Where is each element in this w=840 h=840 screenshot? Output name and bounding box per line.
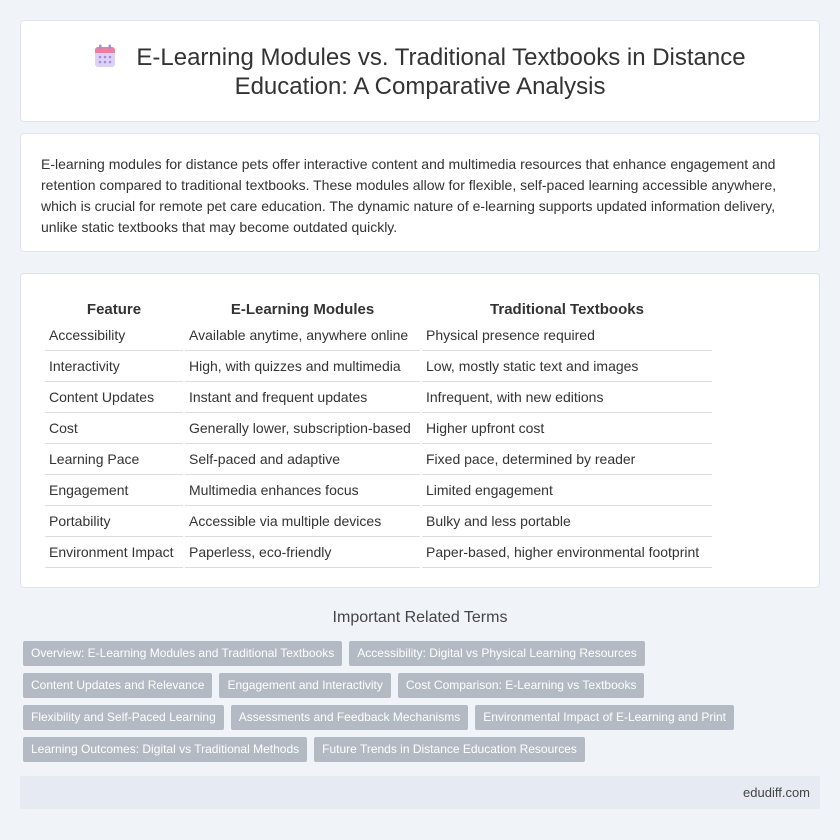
- table-row: [45, 320, 712, 351]
- related-term-tag[interactable]: Learning Outcomes: Digital vs Traditional Methods: [23, 737, 307, 762]
- elearning-cell: High, with quizzes and multimedia: [185, 351, 420, 382]
- comparison-card: [20, 273, 820, 588]
- elearning-cell: Multimedia enhances focus: [185, 475, 420, 506]
- table-row: [45, 444, 712, 475]
- textbook-cell: Infrequent, with new editions: [422, 382, 712, 413]
- textbook-cell: Higher upfront cost: [422, 413, 712, 444]
- tag-row: [23, 705, 823, 730]
- title-line-1: E-Learning Modules vs. Traditional Textbooks in Distance: [136, 44, 746, 71]
- table-row: [45, 351, 712, 382]
- calendar-icon: [94, 44, 116, 68]
- header-feature: Feature: [86, 301, 142, 318]
- related-term-tag[interactable]: Accessibility: Digital vs Physical Learning Resources: [349, 641, 644, 666]
- feature-cell: Content Updates: [45, 382, 183, 413]
- related-term-tag[interactable]: Overview: E-Learning Modules and Traditional Textbooks: [23, 641, 342, 666]
- comparison-table: [43, 294, 714, 568]
- table-row: [45, 413, 712, 444]
- textbook-cell: Bulky and less portable: [422, 506, 712, 537]
- footer-bar: [20, 776, 820, 809]
- table-row: [45, 506, 712, 537]
- related-term-tag[interactable]: Engagement and Interactivity: [219, 673, 390, 698]
- elearning-cell: Instant and frequent updates: [185, 382, 420, 413]
- page-title: [21, 43, 819, 101]
- elearning-cell: Self-paced and adaptive: [185, 444, 420, 475]
- feature-cell: Learning Pace: [45, 444, 183, 475]
- related-terms-heading: Important Related Terms: [332, 609, 508, 626]
- feature-cell: Engagement: [45, 475, 183, 506]
- textbook-cell: Low, mostly static text and images: [422, 351, 712, 382]
- table-header-row: [45, 294, 712, 320]
- feature-cell: Interactivity: [45, 351, 183, 382]
- header-elearning: E-Learning Modules: [230, 301, 375, 318]
- related-term-tag[interactable]: Environmental Impact of E-Learning and Print: [475, 705, 734, 730]
- tag-row: [23, 641, 823, 666]
- table-row: [45, 475, 712, 506]
- table-row: [45, 537, 712, 568]
- intro-card: [20, 133, 820, 252]
- feature-cell: Portability: [45, 506, 183, 537]
- related-terms-list: [23, 641, 823, 769]
- textbook-cell: Paper-based, higher environmental footprint: [422, 537, 712, 568]
- elearning-cell: Generally lower, subscription-based: [185, 413, 420, 444]
- footer-site-link[interactable]: edudiff.com: [743, 785, 810, 800]
- title-line-2: Education: A Comparative Analysis: [234, 73, 606, 100]
- header-card: [20, 20, 820, 122]
- tag-row: [23, 673, 823, 698]
- elearning-cell: Accessible via multiple devices: [185, 506, 420, 537]
- elearning-cell: Available anytime, anywhere online: [185, 320, 420, 351]
- related-term-tag[interactable]: Future Trends in Distance Education Resources: [314, 737, 585, 762]
- textbook-cell: Physical presence required: [422, 320, 712, 351]
- feature-cell: Accessibility: [45, 320, 183, 351]
- feature-cell: Cost: [45, 413, 183, 444]
- related-term-tag[interactable]: Content Updates and Relevance: [23, 673, 212, 698]
- intro-paragraph: E-learning modules for distance pets offer interactive content and multimedia resources that enhance engagement and retention compared to traditional textbooks. These modules allow for flexible, self-paced learning accessible anywhere, which is crucial for remote pet care education. The dynamic nature of e-learning supports updated information delivery, unlike static textbooks that may become outdated quickly.: [41, 156, 777, 235]
- elearning-cell: Paperless, eco-friendly: [185, 537, 420, 568]
- related-term-tag[interactable]: Assessments and Feedback Mechanisms: [231, 705, 468, 730]
- textbook-cell: Limited engagement: [422, 475, 712, 506]
- tag-row: [23, 737, 823, 762]
- table-row: [45, 382, 712, 413]
- textbook-cell: Fixed pace, determined by reader: [422, 444, 712, 475]
- related-term-tag[interactable]: Cost Comparison: E-Learning vs Textbooks: [398, 673, 645, 698]
- feature-cell: Environment Impact: [45, 537, 183, 568]
- header-textbooks: Traditional Textbooks: [490, 301, 644, 318]
- related-term-tag[interactable]: Flexibility and Self-Paced Learning: [23, 705, 224, 730]
